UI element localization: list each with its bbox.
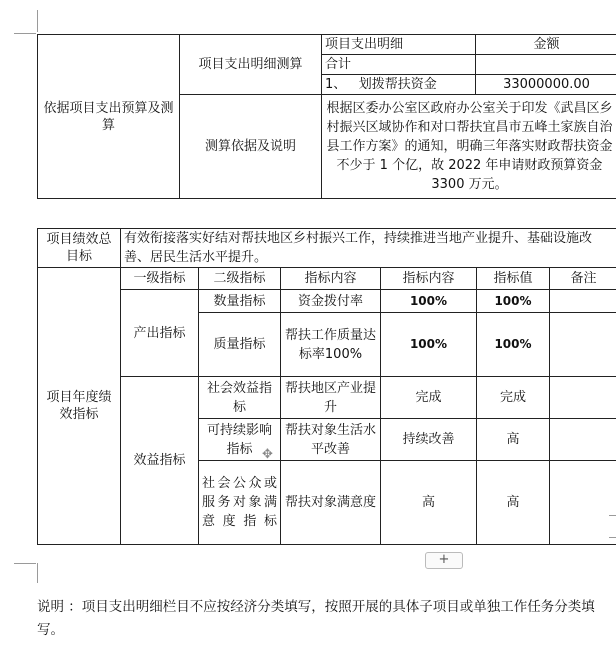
header-remark[interactable]: 备注 bbox=[550, 268, 616, 290]
row-value[interactable]: 100% bbox=[477, 290, 550, 313]
row-level2[interactable]: 质量指标 bbox=[199, 313, 281, 377]
row-level2[interactable]: 社会效益指标 bbox=[199, 377, 281, 419]
table-move-handle-icon[interactable]: ✥ bbox=[262, 447, 273, 462]
calc-label-cell[interactable] bbox=[180, 35, 322, 95]
budget-basis-cell[interactable] bbox=[38, 35, 180, 199]
row-content-2[interactable]: 持续改善 bbox=[381, 419, 477, 461]
annual-indicators-label: 项目年度绩效指标 bbox=[46, 390, 112, 422]
total-label[interactable]: 合计 bbox=[322, 55, 476, 75]
basis-text[interactable]: 根据区委办公室区政府办公室关于印发《武昌区乡村振兴区域协作和对口帮扶宜昌市五峰土家族自治县工作方案》的通知，明确三年落实财政帮扶资金不少于 1 个亿，故 2022 年申请财政预算资金 3300 万元。 bbox=[322, 95, 616, 199]
basis-label-cell[interactable] bbox=[180, 95, 322, 199]
row-content[interactable]: 帮扶对象生活水平改善 bbox=[281, 419, 381, 461]
row-content[interactable]: 帮扶工作质量达标率100% bbox=[281, 313, 381, 377]
budget-table bbox=[37, 34, 616, 199]
header-content-2[interactable]: 指标内容 bbox=[381, 268, 477, 290]
item-number: 1、 bbox=[325, 77, 347, 92]
add-row-button[interactable]: + bbox=[425, 552, 463, 569]
row-content-2[interactable]: 完成 bbox=[381, 377, 477, 419]
row-level2[interactable]: 社会公众或服务对象满意度指标 bbox=[199, 461, 281, 545]
row-value[interactable]: 高 bbox=[477, 461, 550, 545]
output-indicators-label: 产出指标 bbox=[133, 325, 186, 341]
crop-mark bbox=[14, 33, 36, 34]
item-amount[interactable]: 33000000.00 bbox=[476, 75, 616, 95]
basis-label: 测算依据及说明 bbox=[204, 139, 296, 154]
row-content-2[interactable]: 高 bbox=[381, 461, 477, 545]
row-remark[interactable] bbox=[550, 290, 616, 313]
performance-table bbox=[37, 228, 616, 545]
item-name: 划拨帮扶资金 bbox=[358, 77, 437, 92]
annual-label-cell[interactable] bbox=[38, 268, 121, 545]
row-value[interactable]: 高 bbox=[477, 419, 550, 461]
row-level2[interactable]: 可持续影响指标 bbox=[199, 419, 281, 461]
row-remark[interactable] bbox=[550, 313, 616, 377]
crop-mark bbox=[37, 10, 38, 32]
row-content[interactable]: 帮扶地区产业提升 bbox=[281, 377, 381, 419]
crop-mark bbox=[37, 563, 38, 583]
row-value[interactable]: 完成 bbox=[477, 377, 550, 419]
row-remark[interactable] bbox=[550, 377, 616, 419]
item-row-label[interactable] bbox=[322, 75, 476, 95]
row-content[interactable]: 帮扶对象满意度 bbox=[281, 461, 381, 545]
goal-text[interactable]: 有效衔接落实好结对帮扶地区乡村振兴工作，持续推进当地产业提升、基础设施改善、居民生活水平提升。 bbox=[121, 229, 616, 268]
goal-label-cell[interactable] bbox=[38, 229, 121, 268]
row-remark[interactable] bbox=[550, 419, 616, 461]
row-content[interactable]: 资金拨付率 bbox=[281, 290, 381, 313]
benefit-indicators-label: 效益指标 bbox=[133, 453, 186, 468]
goal-label: 项目绩效总目标 bbox=[46, 232, 112, 264]
header-value[interactable]: 指标值 bbox=[477, 268, 550, 290]
header-level2[interactable]: 二级指标 bbox=[199, 268, 281, 290]
detail-header[interactable]: 项目支出明细 bbox=[322, 35, 476, 55]
crop-mark bbox=[14, 563, 36, 564]
amount-header[interactable]: 金额 bbox=[476, 35, 616, 55]
row-level2[interactable]: 数量指标 bbox=[199, 290, 281, 313]
calc-label: 项目支出明细测算 bbox=[198, 57, 303, 72]
row-remark[interactable] bbox=[550, 461, 616, 545]
benefit-indicators-cell[interactable] bbox=[121, 377, 199, 545]
row-content-2[interactable]: 100% bbox=[381, 313, 477, 377]
row-value[interactable]: 100% bbox=[477, 313, 550, 377]
footnote: 说明 ：项目支出明细栏目不应按经济分类填写，按照开展的具体子项目或单独工作任务分类填写。 bbox=[37, 599, 595, 638]
total-amount[interactable] bbox=[476, 55, 616, 75]
row-content-2[interactable]: 100% bbox=[381, 290, 477, 313]
budget-basis-label: 依据项目支出预算及测算 bbox=[43, 100, 174, 133]
header-level1[interactable]: 一级指标 bbox=[121, 268, 199, 290]
header-content[interactable]: 指标内容 bbox=[281, 268, 381, 290]
output-indicators-cell[interactable] bbox=[121, 290, 199, 377]
